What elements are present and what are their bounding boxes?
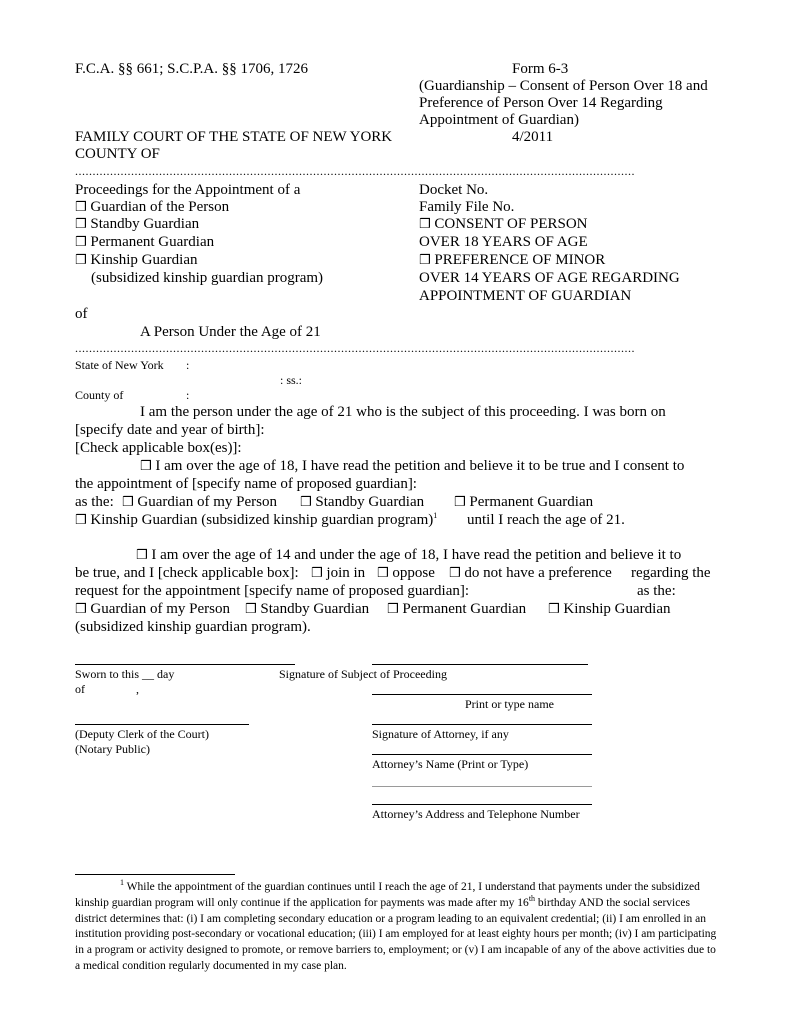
caption-bottom-divider: ................................................................................................................................................................ — [75, 341, 635, 355]
checkbox-icon[interactable]: ❒ — [387, 602, 399, 617]
footnote-text: While the appointment of the guardian continues until I reach the age of 21, I understand that payments under the subsidized kinship guardian program will only continue if the application for payments was made after my 16 — [75, 881, 700, 909]
until-age-21: until I reach the age of 21. — [467, 512, 625, 528]
preference-over-14-line-1: ❒ I am over the age of 14 and under the age of 18, I have read the petition and believe it to — [136, 547, 682, 563]
of-label: of — [75, 306, 88, 322]
checkbox-icon[interactable]: ❒ — [75, 200, 87, 215]
venue-colon: : — [186, 358, 190, 372]
venue-ss: : ss.: — [280, 373, 303, 387]
preference-title-line-3: APPOINTMENT OF GUARDIAN — [419, 288, 632, 304]
attorney-name-line[interactable] — [372, 754, 592, 755]
consent-option-permanent: ❒ Permanent Guardian — [454, 494, 594, 510]
subject-signature-label: Signature of Subject of Proceeding — [279, 667, 447, 681]
checkbox-icon[interactable]: ❒ — [419, 217, 431, 232]
option-permanent-guardian: ❒ Permanent Guardian — [75, 234, 215, 250]
attorney-address-line-1[interactable] — [372, 786, 592, 787]
sworn-comma: , — [136, 682, 139, 696]
footnote-separator — [75, 874, 235, 875]
checkbox-icon[interactable]: ❒ — [75, 513, 87, 528]
checkbox-icon[interactable]: ❒ — [311, 566, 323, 581]
consent-option-kinship: ❒ Kinship Guardian (subsidized kinship guardian program)$^1$ — [75, 511, 438, 528]
consent-title-line-1: ❒ CONSENT OF PERSON — [419, 216, 588, 232]
as-the-label: as the: — [75, 494, 114, 510]
checkbox-icon[interactable]: ❒ — [449, 566, 461, 581]
form-description-line-1: (Guardianship – Consent of Person Over 18 and — [419, 78, 708, 94]
deputy-clerk-line[interactable] — [75, 724, 249, 725]
checkbox-icon[interactable]: ❒ — [245, 602, 257, 617]
venue-county: County of — [75, 388, 124, 402]
consent-option-guardian-person: ❒ Guardian of my Person — [122, 494, 277, 510]
form-revision-date: 4/2011 — [512, 129, 554, 145]
preference-option-guardian-person: ❒ Guardian of my Person — [75, 601, 230, 617]
subsidized-program-note: (subsidized kinship guardian program) — [91, 270, 324, 286]
proceedings-label: Proceedings for the Appointment of a — [75, 182, 301, 198]
consent-over-18-line-1: ❒ I am over the age of 18, I have read the petition and believe it to be true and I consent to — [140, 458, 685, 474]
sworn-to-label: Sworn to this __ day — [75, 667, 175, 681]
option-kinship-guardian: ❒ Kinship Guardian — [75, 252, 198, 268]
option-guardian-of-person: ❒ Guardian of the Person — [75, 199, 230, 215]
attorney-address-line-2[interactable] — [372, 804, 592, 805]
footnote-reference: 1 — [433, 511, 438, 520]
consent-title-line-2: OVER 18 YEARS OF AGE — [419, 234, 588, 250]
preference-option-join: ❒ join in — [311, 565, 366, 581]
attorney-name-label: Attorney’s Name (Print or Type) — [372, 757, 529, 771]
caption-top-divider: ................................................................................................................................................................ — [75, 164, 635, 178]
attorney-signature-line[interactable] — [372, 724, 592, 725]
subject-person-label: A Person Under the Age of 21 — [140, 324, 321, 340]
preference-over-14-line-2: be true, and I [check applicable box]: — [75, 565, 299, 581]
footnote-number: 1 — [120, 878, 124, 888]
print-name-label: Print or type name — [465, 697, 554, 711]
form-number: Form 6-3 — [512, 61, 569, 77]
intro-line-2: [specify date and year of birth]: — [75, 422, 265, 438]
county-label: COUNTY OF — [75, 146, 160, 162]
consent-option-standby: ❒ Standby Guardian — [300, 494, 425, 510]
consent-over-18-line-2: the appointment of [specify name of proposed guardian]: — [75, 476, 417, 492]
checkbox-icon[interactable]: ❒ — [377, 566, 389, 581]
checkbox-icon[interactable]: ❒ — [122, 495, 134, 510]
footnote-text-continued: birthday AND the social services district determines that: (i) I am completing secondary education or a program leading to an equivalent credential; (ii) I am enrolled in an institution providing post-secondary or vocational education; (iii) I am employed for at least eighty hours per month; (iv) I am participating in a program or activity designed to promote, or remove barriers to, employment; or (v) I am incapable of any of the above activities due to a medical condition regularly documented in my case plan. — [75, 896, 717, 972]
family-file-number-label: Family File No. — [419, 199, 515, 215]
venue-state: State of New York — [75, 358, 164, 372]
intro-line-1: I am the person under the age of 21 who is the subject of this proceeding. I was born on — [140, 404, 666, 420]
checkbox-icon[interactable]: ❒ — [140, 459, 152, 474]
option-standby-guardian: ❒ Standby Guardian — [75, 216, 200, 232]
preference-title-line-1: ❒ PREFERENCE OF MINOR — [419, 252, 606, 268]
checkbox-icon[interactable]: ❒ — [300, 495, 312, 510]
preference-title-line-2: OVER 14 YEARS OF AGE REGARDING — [419, 270, 680, 286]
preference-option-oppose: ❒ oppose — [377, 565, 435, 581]
preference-option-no-preference: ❒ do not have a preference — [449, 565, 612, 581]
sworn-date-line[interactable] — [75, 664, 295, 665]
preference-option-permanent: ❒ Permanent Guardian — [387, 601, 527, 617]
form-description-line-3: Appointment of Guardian) — [419, 112, 579, 128]
form-description-line-2: Preference of Person Over 14 Regarding — [419, 95, 663, 111]
attorney-address-label: Attorney’s Address and Telephone Number — [372, 807, 580, 821]
print-name-line[interactable] — [372, 694, 592, 695]
checkbox-icon[interactable]: ❒ — [419, 253, 431, 268]
preference-option-kinship: ❒ Kinship Guardian — [548, 601, 671, 617]
docket-number-label: Docket No. — [419, 182, 489, 198]
venue-colon: : — [186, 388, 190, 402]
checkbox-icon[interactable]: ❒ — [75, 217, 87, 232]
footnote — [75, 880, 718, 975]
regarding-the: regarding the — [631, 565, 711, 581]
checkbox-icon[interactable]: ❒ — [75, 235, 87, 250]
footnote-ordinal-suffix: th — [528, 893, 536, 903]
attorney-signature-label: Signature of Attorney, if any — [372, 727, 509, 741]
deputy-clerk-label: (Deputy Clerk of the Court) — [75, 727, 209, 741]
checkbox-icon[interactable]: ❒ — [75, 253, 87, 268]
court-name: FAMILY COURT OF THE STATE OF NEW YORK — [75, 129, 393, 145]
subsidized-program-end: (subsidized kinship guardian program). — [75, 619, 311, 635]
check-instructions: [Check applicable box(es)]: — [75, 440, 242, 456]
as-the-label-2: as the: — [637, 583, 676, 599]
checkbox-icon[interactable]: ❒ — [75, 602, 87, 617]
statute-citation: F.C.A. §§ 661; S.C.P.A. §§ 1706, 1726 — [75, 61, 309, 77]
checkbox-icon[interactable]: ❒ — [136, 548, 148, 563]
preference-option-standby: ❒ Standby Guardian — [245, 601, 370, 617]
checkbox-icon[interactable]: ❒ — [548, 602, 560, 617]
preference-over-14-line-3: request for the appointment [specify name of proposed guardian]: — [75, 583, 470, 599]
checkbox-icon[interactable]: ❒ — [454, 495, 466, 510]
notary-public-label: (Notary Public) — [75, 742, 150, 756]
sworn-of-label: of — [75, 682, 85, 696]
subject-signature-line[interactable] — [372, 664, 588, 665]
